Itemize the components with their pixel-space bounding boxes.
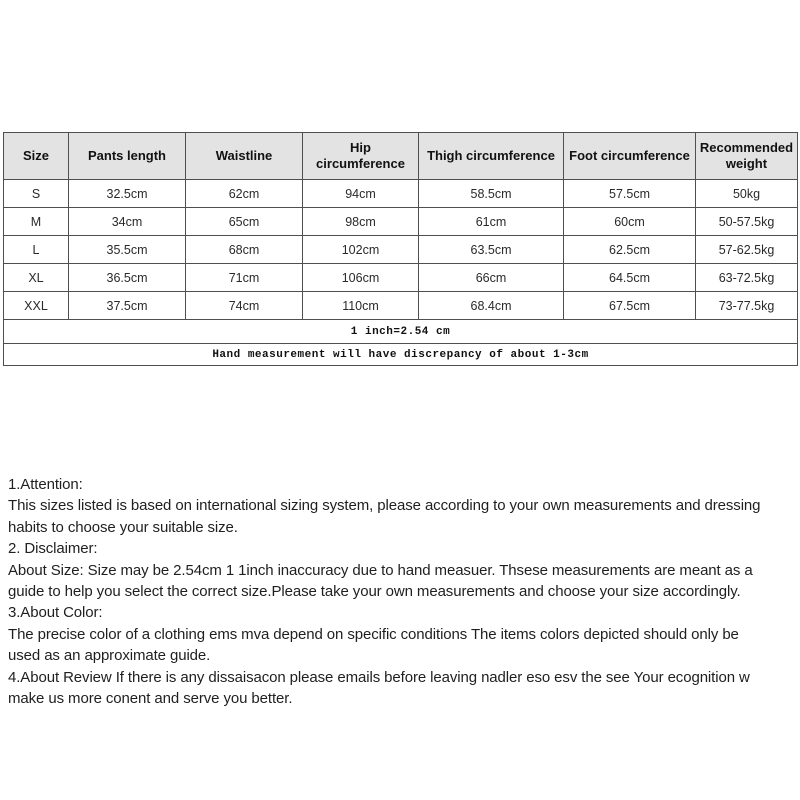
note-row-measurement-discrepancy xyxy=(4,344,798,366)
cell-hip-circumference: 102cm xyxy=(303,236,419,264)
cell-foot-circumference: 60cm xyxy=(564,208,696,236)
info-heading-disclaimer: 2. Disclaimer: xyxy=(8,540,98,558)
info-line: used as an approximate guide. xyxy=(8,647,211,665)
cell-hip-circumference: 110cm xyxy=(303,292,419,320)
cell-thigh-circumference: 63.5cm xyxy=(419,236,564,264)
cell-size: S xyxy=(4,180,69,208)
cell-recommended-weight: 50-57.5kg xyxy=(696,208,798,236)
info-heading-about-review: 4.About Review If there is any dissaisacon please emails before leaving nadler eso esv the see Your ecognition w xyxy=(8,668,750,686)
cell-foot-circumference: 64.5cm xyxy=(564,264,696,292)
info-line: About Size: Size may be 2.54cm 1 1inch inaccuracy due to hand measuer. Thsese measurements are meant as a xyxy=(8,561,753,579)
cell-size: XL xyxy=(4,264,69,292)
size-chart-table xyxy=(3,132,798,366)
cell-recommended-weight: 50kg xyxy=(696,180,798,208)
cell-pants-length: 35.5cm xyxy=(69,236,186,264)
cell-hip-circumference: 94cm xyxy=(303,180,419,208)
cell-foot-circumference: 57.5cm xyxy=(564,180,696,208)
cell-recommended-weight: 57-62.5kg xyxy=(696,236,798,264)
column-header-thigh-circumference: Thigh circumference xyxy=(419,133,564,180)
info-heading-attention: 1.Attention: xyxy=(8,476,83,493)
cell-foot-circumference: 62.5cm xyxy=(564,236,696,264)
cell-size: M xyxy=(4,208,69,236)
header-row xyxy=(4,133,798,180)
cell-thigh-circumference: 68.4cm xyxy=(419,292,564,320)
table-row-m xyxy=(4,208,798,236)
size-chart-header xyxy=(4,133,798,180)
cell-pants-length: 36.5cm xyxy=(69,264,186,292)
cell-recommended-weight: 73-77.5kg xyxy=(696,292,798,320)
size-chart-body xyxy=(4,180,798,366)
cell-thigh-circumference: 66cm xyxy=(419,264,564,292)
cell-pants-length: 37.5cm xyxy=(69,292,186,320)
column-header-waistline: Waistline xyxy=(186,133,303,180)
cell-waistline: 62cm xyxy=(186,180,303,208)
info-line: make us more conent and serve you better. xyxy=(8,690,293,708)
note-row-inch-conversion xyxy=(4,320,798,344)
info-line: The precise color of a clothing ems mva depend on specific conditions The items colors depicted should only be xyxy=(8,625,739,643)
column-header-foot-circumference: Foot circumference xyxy=(564,133,696,180)
note-inch-conversion: 1 inch=2.54 cm xyxy=(4,320,798,344)
table-row-s xyxy=(4,180,798,208)
table-row-xxl xyxy=(4,292,798,320)
cell-foot-circumference: 67.5cm xyxy=(564,292,696,320)
cell-waistline: 71cm xyxy=(186,264,303,292)
column-header-pants-length: Pants length xyxy=(69,133,186,180)
column-header-size: Size xyxy=(4,133,69,180)
note-measurement-discrepancy: Hand measurement will have discrepancy of about 1-3cm xyxy=(4,344,798,366)
cell-pants-length: 34cm xyxy=(69,208,186,236)
cell-hip-circumference: 106cm xyxy=(303,264,419,292)
info-line: guide to help you select the correct size.Please take your own measurements and choose your size accordingly. xyxy=(8,583,741,601)
info-line: habits to choose your suitable size. xyxy=(8,518,238,536)
cell-thigh-circumference: 58.5cm xyxy=(419,180,564,208)
cell-waistline: 65cm xyxy=(186,208,303,236)
cell-waistline: 68cm xyxy=(186,236,303,264)
cell-waistline: 74cm xyxy=(186,292,303,320)
info-section xyxy=(8,474,796,709)
cell-hip-circumference: 98cm xyxy=(303,208,419,236)
info-line: This sizes listed is based on international sizing system, please according to your own measurements and dressing xyxy=(8,497,761,515)
column-header-recommended-weight: Recommended weight xyxy=(696,133,798,180)
table-row-l xyxy=(4,236,798,264)
cell-size: L xyxy=(4,236,69,264)
info-heading-about-color: 3.About Color: xyxy=(8,604,103,622)
cell-pants-length: 32.5cm xyxy=(69,180,186,208)
cell-size: XXL xyxy=(4,292,69,320)
table-row-xl xyxy=(4,264,798,292)
cell-thigh-circumference: 61cm xyxy=(419,208,564,236)
cell-recommended-weight: 63-72.5kg xyxy=(696,264,798,292)
column-header-hip-circumference: Hip circumference xyxy=(303,133,419,180)
